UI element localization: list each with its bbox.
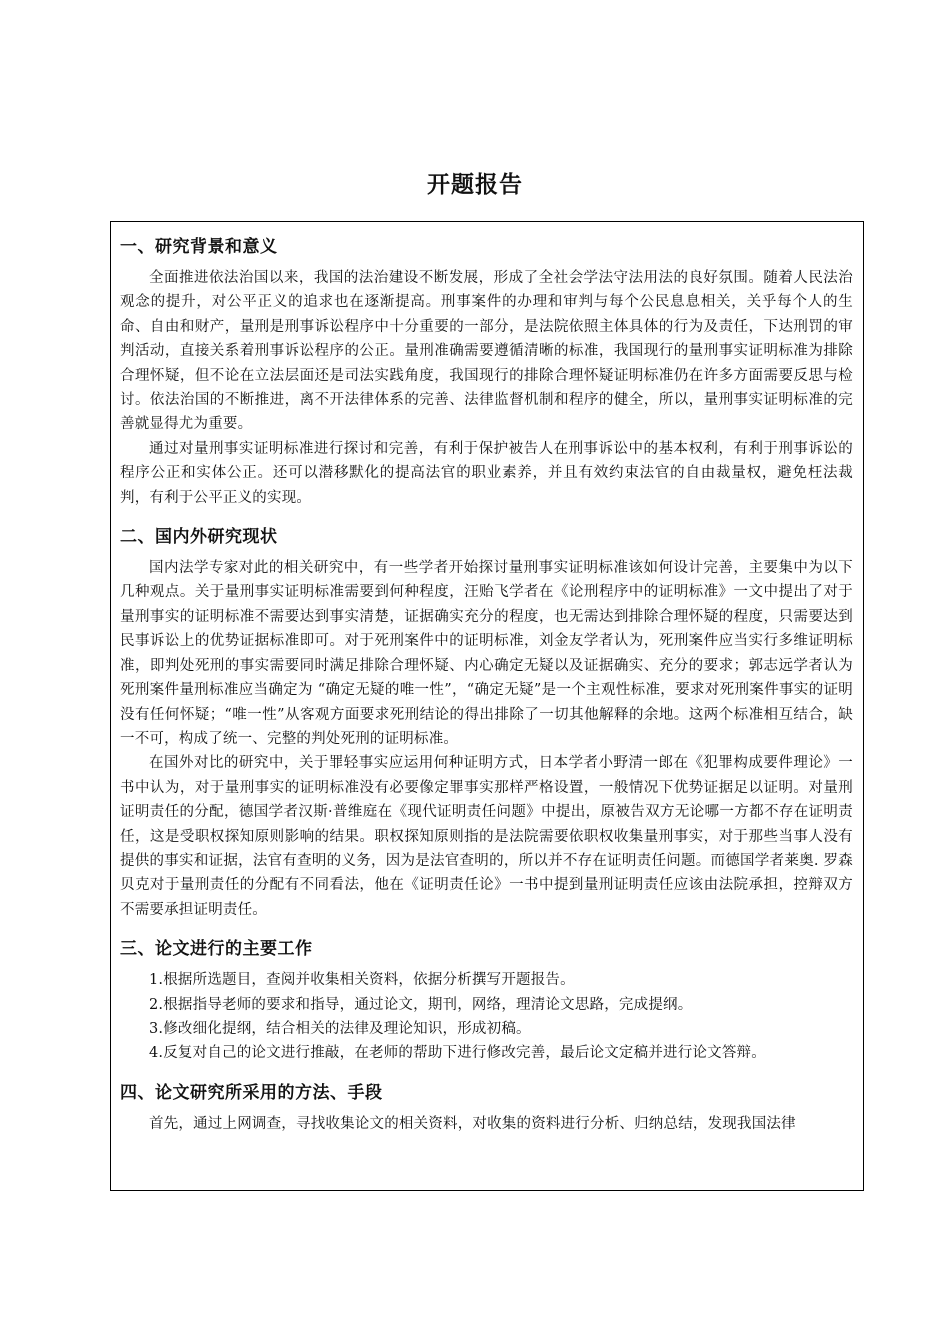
section-heading-background: 一、研究背景和意义 <box>120 237 278 257</box>
section-heading-main-work: 三、论文进行的主要工作 <box>120 939 313 960</box>
paragraph: 国内法学专家对此的相关研究中，有一些学者开始探讨量刑事实证明标准该如何设计完善，主要集中为以下几种观点。关于量刑事实证明标准需要到何种程度，汪贻飞学者在《论刑程序中的证明标准》一文中提出了对于量刑事实的证明标准不需要达到事实清楚，证据确实充分的程度，也无需达到排除合理怀疑的程度，只需要达到民事诉讼上的优势证据标准即可。对于死刑案件中的证明标准，刘金友学者认为，死刑案件应当实行多维证明标准，即判处死刑的事实需要同时满足排除合理怀疑、内心确定无疑以及证据确实、充分的要求；郭志远学者认为死刑案件量刑标准应当确定为 “确定无疑的唯一性”，“确定无疑”是一个主观性标准，要求对死刑案件事实的证明没有任何怀疑；“唯一性”从客观方面要求死刑结论的得出排除了一切其他解释的余地。这两个标准相互结合，缺一不可，构成了统一、完整的判处死刑的证明标准。 <box>120 560 853 747</box>
paragraph: 在国外对比的研究中，关于罪轻事实应运用何种证明方式，日本学者小野清一郎在《犯罪构成要件理论》一书中认为，对于量刑事实的证明标准没有必要像定罪事实那样严格设置，一般情况下优势证据足以证明。对量刑证明责任的分配，德国学者汉斯·普维庭在《现代证明责任问题》中提出，原被告双方无论哪一方都不存在证明责任，这是受职权探知原则影响的结果。职权探知原则指的是法院需要依职权收集量刑事实，对于那些当事人没有提供的事实和证据，法官有查明的义务，因为是法官查明的，所以并不存在证明责任问题。而德国学者莱奥. 罗森贝克对于量刑责任的分配有不同看法，他在《证明责任论》一书中提到量刑证明责任应该由法院承担，控辩双方不需要承担证明责任。 <box>120 755 853 918</box>
list-item: 4.反复对自己的论文进行推敲，在老师的帮助下进行修改完善，最后论文定稿并进行论文答辩。 <box>149 1045 766 1062</box>
paragraph: 全面推进依法治国以来，我国的法治建设不断发展，形成了全社会学法守法用法的良好氛围。随着人民法治观念的提升，对公平正义的追求也在逐渐提高。刑事案件的办理和审判与每个公民息息相关，关乎每个人的生命、自由和财产，量刑是刑事诉讼程序中十分重要的一部分，是法院依照主体具体的行为及责任，下达刑罚的审判活动，直接关系着刑事诉讼程序的公正。量刑准确需要遵循清晰的标准，我国现行的量刑事实证明标准为排除合理怀疑，但不论在立法层面还是司法实践角度，我国现行的排除合理怀疑证明标准仍在许多方面需要反思与检讨。依法治国的不断推进，离不开法律体系的完善、法律监督机制和程序的健全，所以，量刑事实证明标准的完善就显得尤为重要。 <box>120 270 853 433</box>
paragraph: 首先，通过上网调查，寻找收集论文的相关资料，对收集的资料进行分析、归纳总结，发现我国法律 <box>149 1115 796 1132</box>
list-item: 2.根据指导老师的要求和指导，通过论文，期刊，网络，理清论文思路，完成提纲。 <box>149 996 693 1013</box>
section-heading-research-status: 二、国内外研究现状 <box>120 527 278 548</box>
paragraph: 通过对量刑事实证明标准进行探讨和完善，有利于保护被告人在刑事诉讼中的基本权利，有利于刑事诉讼的程序公正和实体公正。还可以潜移默化的提高法官的职业素养，并且有效约束法官的自由裁量权，避免枉法裁判，有利于公平正义的实现。 <box>120 440 853 506</box>
report-box <box>110 221 864 1191</box>
page-title: 开题报告 <box>427 172 523 198</box>
list-item: 1.根据所选题目，查阅并收集相关资料，依据分析撰写开题报告。 <box>149 972 575 989</box>
section-heading-methods: 四、论文研究所采用的方法、手段 <box>120 1082 383 1103</box>
list-item: 3.修改细化提纲，结合相关的法律及理论知识，形成初稿。 <box>149 1020 531 1037</box>
